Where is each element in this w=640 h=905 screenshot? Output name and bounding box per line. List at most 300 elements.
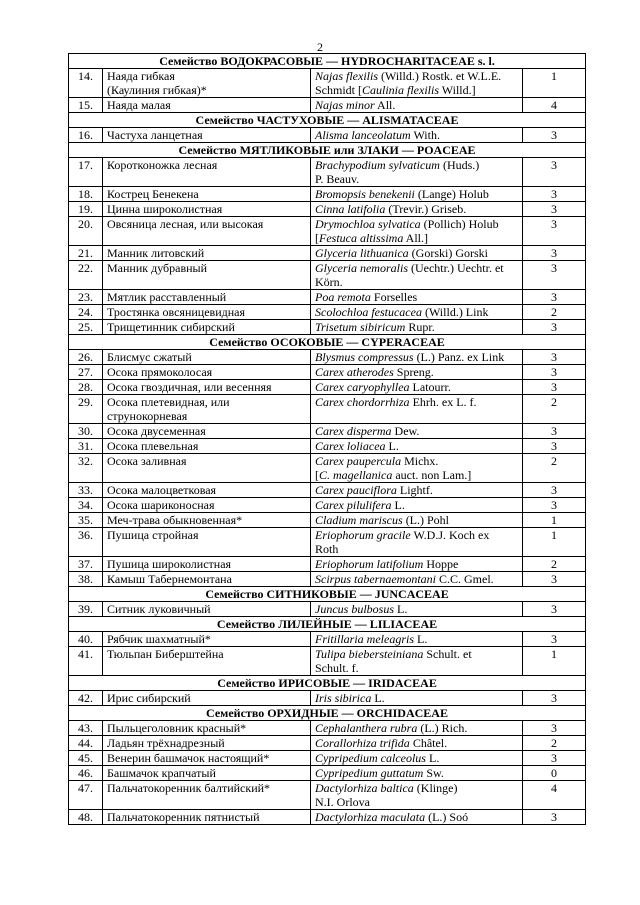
latin-name-line <box>315 572 518 586</box>
status-category: 2 <box>523 305 586 320</box>
latin-name <box>311 483 523 498</box>
latin-author: Roth <box>315 542 339 556</box>
table-row <box>69 736 586 751</box>
latin-author: (Klinge) <box>413 781 458 795</box>
status-category: 3 <box>523 246 586 261</box>
russian-name <box>103 557 311 572</box>
latin-author: C.C. Gmel. <box>436 572 494 586</box>
latin-author: L. <box>394 602 408 616</box>
table-row <box>69 202 586 217</box>
russian-name-line: Наяда гибкая <box>107 69 175 83</box>
latin-name-line <box>315 187 518 201</box>
row-number: 40. <box>69 632 103 647</box>
latin-author: Körn. <box>315 275 343 289</box>
latin-name <box>311 158 523 187</box>
latin-binomial: Festuca altissima <box>319 231 404 245</box>
latin-author: (L.) Rich. <box>417 721 468 735</box>
family-heading: Семейство ВОДОКРАСОВЫЕ — HYDROCHARITACEAE s. l. <box>69 54 586 69</box>
table-row <box>69 187 586 202</box>
latin-author: (Gorski) Gorski <box>408 246 488 260</box>
family-header-row <box>69 587 586 602</box>
latin-name-line <box>315 202 518 216</box>
row-number: 45. <box>69 751 103 766</box>
latin-binomial: Carex caryophyllea <box>315 380 410 394</box>
latin-author: L. <box>371 691 385 705</box>
latin-binomial: Glyceria nemoralis <box>315 261 408 275</box>
latin-name <box>311 305 523 320</box>
latin-name-line <box>315 69 518 83</box>
russian-name-line: Тростянка овсяницевидная <box>107 305 245 319</box>
latin-name <box>311 691 523 706</box>
russian-name-line: Осока плевельная <box>107 439 199 453</box>
latin-binomial: Cephalanthera rubra <box>315 721 418 735</box>
latin-author: (Lange) Holub <box>414 187 489 201</box>
latin-name-line <box>315 246 518 260</box>
latin-author: Sw. <box>423 766 444 780</box>
table-row <box>69 350 586 365</box>
status-category: 3 <box>523 202 586 217</box>
russian-name <box>103 691 311 706</box>
row-number: 42. <box>69 691 103 706</box>
latin-name-line <box>315 305 518 319</box>
russian-name-line: Осока гвоздичная, или весенняя <box>107 380 272 394</box>
latin-binomial: Eriophorum latifolium <box>315 557 424 571</box>
latin-prefix: [ <box>315 231 319 245</box>
table-row <box>69 632 586 647</box>
status-category: 3 <box>523 320 586 335</box>
russian-name <box>103 721 311 736</box>
status-category: 3 <box>523 187 586 202</box>
latin-name <box>311 810 523 825</box>
latin-binomial: Corallorhiza trifida <box>315 736 410 750</box>
latin-name <box>311 632 523 647</box>
russian-name <box>103 810 311 825</box>
latin-name-line <box>315 365 518 379</box>
latin-name <box>311 128 523 143</box>
row-number: 18. <box>69 187 103 202</box>
latin-name-line <box>315 781 518 795</box>
latin-binomial: Cinna latifolia <box>315 202 386 216</box>
latin-name-line <box>315 691 518 705</box>
latin-name <box>311 721 523 736</box>
russian-name-line: Меч-трава обыкновенная* <box>107 513 243 527</box>
family-heading: Семейство СИТНИКОВЫЕ — JUNCACEAE <box>69 587 586 602</box>
latin-name <box>311 217 523 246</box>
latin-binomial: C. magellanica <box>319 468 393 482</box>
latin-author: Lightf. <box>396 483 433 497</box>
russian-name <box>103 305 311 320</box>
latin-binomial: Cypripedium calceolus <box>315 751 426 765</box>
row-number: 30. <box>69 424 103 439</box>
row-number: 25. <box>69 320 103 335</box>
table-row <box>69 98 586 113</box>
latin-name-line <box>315 542 518 556</box>
russian-name <box>103 98 311 113</box>
latin-author: (Trevir.) Griseb. <box>385 202 467 216</box>
table-row <box>69 320 586 335</box>
row-number: 21. <box>69 246 103 261</box>
latin-binomial: Glyceria lithuanica <box>315 246 409 260</box>
row-number: 48. <box>69 810 103 825</box>
russian-name <box>103 647 311 676</box>
russian-name-line: Манник дубравный <box>107 261 208 275</box>
russian-name <box>103 781 311 810</box>
russian-name <box>103 766 311 781</box>
table-row <box>69 246 586 261</box>
latin-author: P. Beauv. <box>315 172 360 186</box>
family-heading: Семейство ЧАСТУХОВЫЕ — ALISMATACEAE <box>69 113 586 128</box>
table-row <box>69 483 586 498</box>
russian-name <box>103 158 311 187</box>
russian-name <box>103 632 311 647</box>
latin-binomial: Tulipa biebersteiniana <box>315 647 424 661</box>
latin-name <box>311 261 523 290</box>
latin-author: (L.) Soó <box>425 810 469 824</box>
latin-author: Forselles <box>370 290 418 304</box>
row-number: 41. <box>69 647 103 676</box>
latin-author: Hoppe <box>423 557 459 571</box>
status-category: 3 <box>523 350 586 365</box>
russian-name-line: Ладьян трёхнадрезный <box>107 736 225 750</box>
row-number: 37. <box>69 557 103 572</box>
latin-author: With. <box>410 128 440 142</box>
latin-author: Latourr. <box>409 380 451 394</box>
latin-author: L. <box>391 498 405 512</box>
species-table <box>68 53 586 825</box>
family-header-row <box>69 54 586 69</box>
russian-name <box>103 69 311 98</box>
russian-name <box>103 602 311 617</box>
russian-name <box>103 246 311 261</box>
latin-name <box>311 290 523 305</box>
table-row <box>69 439 586 454</box>
status-category: 3 <box>523 483 586 498</box>
latin-author: Dew. <box>391 424 420 438</box>
latin-author: W.D.J. Koch ex <box>410 528 490 542</box>
russian-name-line: Осока плетевидная, или <box>107 395 230 409</box>
latin-name <box>311 647 523 676</box>
latin-name <box>311 513 523 528</box>
latin-prefix: Schmidt [ <box>315 83 362 97</box>
latin-binomial: Brachypodium sylvaticum <box>315 158 440 172</box>
row-number: 47. <box>69 781 103 810</box>
status-category: 3 <box>523 380 586 395</box>
latin-name-line <box>315 320 518 334</box>
russian-name-line: Осока двусеменная <box>107 424 206 438</box>
russian-name-line: Цинна широколистная <box>107 202 223 216</box>
table-row <box>69 290 586 305</box>
status-category: 1 <box>523 647 586 676</box>
latin-name <box>311 528 523 557</box>
status-category: 3 <box>523 261 586 290</box>
family-heading: Семейство МЯТЛИКОВЫЕ или ЗЛАКИ — POACEAE <box>69 143 586 158</box>
russian-name-line: Пыльцеголовник красный* <box>107 721 247 735</box>
russian-name-line: (Каулиния гибкая)* <box>107 83 207 97</box>
latin-author: Schult. f. <box>315 661 359 675</box>
latin-binomial: Carex pauciflora <box>315 483 397 497</box>
latin-author: L. <box>425 751 440 765</box>
status-category: 4 <box>523 781 586 810</box>
table-row <box>69 305 586 320</box>
latin-name-line <box>315 290 518 304</box>
latin-author: Ehrh. ex L. f. <box>409 395 477 409</box>
russian-name <box>103 572 311 587</box>
russian-name-line: Рябчик шахматный* <box>107 632 211 646</box>
russian-name-line: Наяда малая <box>107 98 171 112</box>
status-category: 3 <box>523 810 586 825</box>
latin-name <box>311 350 523 365</box>
russian-name-line: Ситник луковичный <box>107 602 211 616</box>
table-row <box>69 528 586 557</box>
russian-name <box>103 736 311 751</box>
latin-binomial: Juncus bulbosus <box>315 602 394 616</box>
latin-name-line <box>315 158 518 172</box>
row-number: 26. <box>69 350 103 365</box>
status-category: 3 <box>523 751 586 766</box>
row-number: 34. <box>69 498 103 513</box>
russian-name <box>103 513 311 528</box>
latin-binomial: Carex chordorrhiza <box>315 395 410 409</box>
latin-binomial: Cypripedium guttatum <box>315 766 424 780</box>
russian-name-line: Камыш Табернемонтана <box>107 572 232 586</box>
russian-name <box>103 424 311 439</box>
latin-binomial: Caulinia flexilis <box>362 83 439 97</box>
latin-name-line <box>315 350 518 364</box>
latin-name-line <box>315 483 518 497</box>
russian-name-line: Блисмус сжатый <box>107 350 192 364</box>
latin-author: L. <box>385 439 399 453</box>
latin-name-line <box>315 736 518 750</box>
status-category: 1 <box>523 69 586 98</box>
table-row <box>69 380 586 395</box>
table-row <box>69 69 586 98</box>
russian-name <box>103 528 311 557</box>
latin-name <box>311 736 523 751</box>
family-header-row <box>69 706 586 721</box>
latin-author: L. <box>414 632 428 646</box>
status-category: 3 <box>523 721 586 736</box>
table-row <box>69 557 586 572</box>
russian-name <box>103 454 311 483</box>
table-row <box>69 454 586 483</box>
russian-name <box>103 202 311 217</box>
family-heading: Семейство ОСОКОВЫЕ — CYPERACEAE <box>69 335 586 350</box>
row-number: 31. <box>69 439 103 454</box>
status-category: 4 <box>523 98 586 113</box>
latin-binomial: Poa remota <box>315 290 371 304</box>
latin-name-line <box>315 424 518 438</box>
latin-name-line <box>315 751 518 765</box>
latin-name-line <box>315 810 518 824</box>
latin-name-line <box>315 98 518 112</box>
latin-name <box>311 202 523 217</box>
row-number: 33. <box>69 483 103 498</box>
latin-name <box>311 424 523 439</box>
latin-name-line <box>315 795 518 809</box>
row-number: 44. <box>69 736 103 751</box>
latin-name-line <box>315 528 518 542</box>
russian-name <box>103 128 311 143</box>
latin-author: Willd.] <box>439 83 476 97</box>
family-heading: Семейство ИРИСОВЫЕ — IRIDACEAE <box>69 676 586 691</box>
russian-name-line: Осока шариконосная <box>107 498 215 512</box>
latin-binomial: Fritillaria meleagris <box>315 632 414 646</box>
table-row <box>69 395 586 424</box>
latin-author: Schult. et <box>423 647 472 661</box>
status-category: 3 <box>523 158 586 187</box>
row-number: 16. <box>69 128 103 143</box>
russian-name-line: Пальчатокоренник пятнистый <box>107 810 260 824</box>
status-category: 2 <box>523 395 586 424</box>
row-number: 43. <box>69 721 103 736</box>
status-category: 3 <box>523 290 586 305</box>
family-header-row <box>69 113 586 128</box>
table-row <box>69 217 586 246</box>
latin-name-line <box>315 766 518 780</box>
latin-author: All.] <box>403 231 428 245</box>
status-category: 0 <box>523 766 586 781</box>
status-category: 3 <box>523 691 586 706</box>
latin-prefix: [ <box>315 468 319 482</box>
latin-binomial: Najas minor <box>315 98 375 112</box>
family-header-row <box>69 335 586 350</box>
row-number: 39. <box>69 602 103 617</box>
species-table-body <box>69 54 586 825</box>
russian-name-line: Трищетинник сибирский <box>107 320 235 334</box>
latin-name-line <box>315 468 518 482</box>
row-number: 15. <box>69 98 103 113</box>
russian-name-line: Пушица широколистная <box>107 557 232 571</box>
latin-name-line <box>315 217 518 231</box>
status-category: 3 <box>523 128 586 143</box>
family-heading: Семейство ОРХИДНЫЕ — ORCHIDACEAE <box>69 706 586 721</box>
status-category: 2 <box>523 557 586 572</box>
latin-author: (L.) Panz. ex Link <box>413 350 505 364</box>
russian-name-line: Осока малоцветковая <box>107 483 217 497</box>
russian-name <box>103 751 311 766</box>
latin-author: (Willd.) Link <box>421 305 489 319</box>
latin-name <box>311 69 523 98</box>
russian-name-line: Манник литовский <box>107 246 205 260</box>
latin-binomial: Najas flexilis <box>315 69 378 83</box>
latin-author: (Huds.) <box>439 158 480 172</box>
row-number: 22. <box>69 261 103 290</box>
russian-name-line: Кострец Бенекена <box>107 187 199 201</box>
latin-binomial: Carex paupercula <box>315 454 402 468</box>
russian-name <box>103 439 311 454</box>
latin-author: Châtel. <box>409 736 448 750</box>
latin-binomial: Eriophorum gracile <box>315 528 411 542</box>
latin-binomial: Bromopsis benekenii <box>315 187 415 201</box>
table-row <box>69 781 586 810</box>
family-header-row <box>69 676 586 691</box>
latin-name-line <box>315 647 518 661</box>
latin-binomial: Iris sibirica <box>315 691 372 705</box>
russian-name <box>103 320 311 335</box>
russian-name-line: струнокорневая <box>107 409 188 423</box>
latin-binomial: Dactylorhiza baltica <box>315 781 414 795</box>
status-category: 2 <box>523 454 586 483</box>
table-row <box>69 766 586 781</box>
russian-name <box>103 380 311 395</box>
latin-name <box>311 766 523 781</box>
russian-name-line: Башмачок крапчатый <box>107 766 216 780</box>
latin-name-line <box>315 439 518 453</box>
russian-name-line: Мятлик расставленный <box>107 290 227 304</box>
latin-name <box>311 380 523 395</box>
russian-name <box>103 483 311 498</box>
latin-name <box>311 365 523 380</box>
latin-binomial: Carex pilulifera <box>315 498 392 512</box>
latin-binomial: Carex loliacea <box>315 439 386 453</box>
row-number: 28. <box>69 380 103 395</box>
table-row <box>69 498 586 513</box>
family-heading: Семейство ЛИЛЕЙНЫЕ — LILIACEAE <box>69 617 586 632</box>
latin-binomial: Carex atherodes <box>315 365 394 379</box>
latin-name <box>311 781 523 810</box>
row-number: 24. <box>69 305 103 320</box>
table-row <box>69 602 586 617</box>
latin-name <box>311 572 523 587</box>
russian-name <box>103 187 311 202</box>
latin-name-line <box>315 632 518 646</box>
row-number: 27. <box>69 365 103 380</box>
latin-binomial: Trisetum sibiricum <box>315 320 406 334</box>
latin-name-line <box>315 83 518 97</box>
status-category: 1 <box>523 513 586 528</box>
latin-author: All. <box>374 98 396 112</box>
russian-name-line: Ирис сибирский <box>107 691 191 705</box>
row-number: 14. <box>69 69 103 98</box>
russian-name <box>103 395 311 424</box>
row-number: 46. <box>69 766 103 781</box>
status-category: 3 <box>523 602 586 617</box>
table-row <box>69 158 586 187</box>
latin-name-line <box>315 454 518 468</box>
russian-name <box>103 290 311 305</box>
status-category: 3 <box>523 424 586 439</box>
russian-name-line: Овсяница лесная, или высокая <box>107 217 264 231</box>
table-row <box>69 365 586 380</box>
row-number: 19. <box>69 202 103 217</box>
latin-name-line <box>315 395 518 409</box>
latin-name-line <box>315 128 518 142</box>
latin-author: (Uechtr.) Uechtr. et <box>407 261 504 275</box>
latin-name-line <box>315 172 518 186</box>
latin-name <box>311 454 523 483</box>
latin-name <box>311 187 523 202</box>
latin-name <box>311 395 523 424</box>
row-number: 35. <box>69 513 103 528</box>
table-row <box>69 424 586 439</box>
latin-name-line <box>315 721 518 735</box>
russian-name <box>103 217 311 246</box>
latin-binomial: Cladium mariscus <box>315 513 403 527</box>
russian-name-line: Частуха ланцетная <box>107 128 203 142</box>
latin-name <box>311 98 523 113</box>
table-row <box>69 691 586 706</box>
russian-name-line: Осока прямоколосая <box>107 365 213 379</box>
status-category: 3 <box>523 572 586 587</box>
status-category: 1 <box>523 528 586 557</box>
table-row <box>69 261 586 290</box>
latin-name-line <box>315 231 518 245</box>
row-number: 29. <box>69 395 103 424</box>
status-category: 3 <box>523 439 586 454</box>
latin-binomial: Scolochloa festucacea <box>315 305 422 319</box>
row-number: 36. <box>69 528 103 557</box>
latin-name-line <box>315 380 518 394</box>
